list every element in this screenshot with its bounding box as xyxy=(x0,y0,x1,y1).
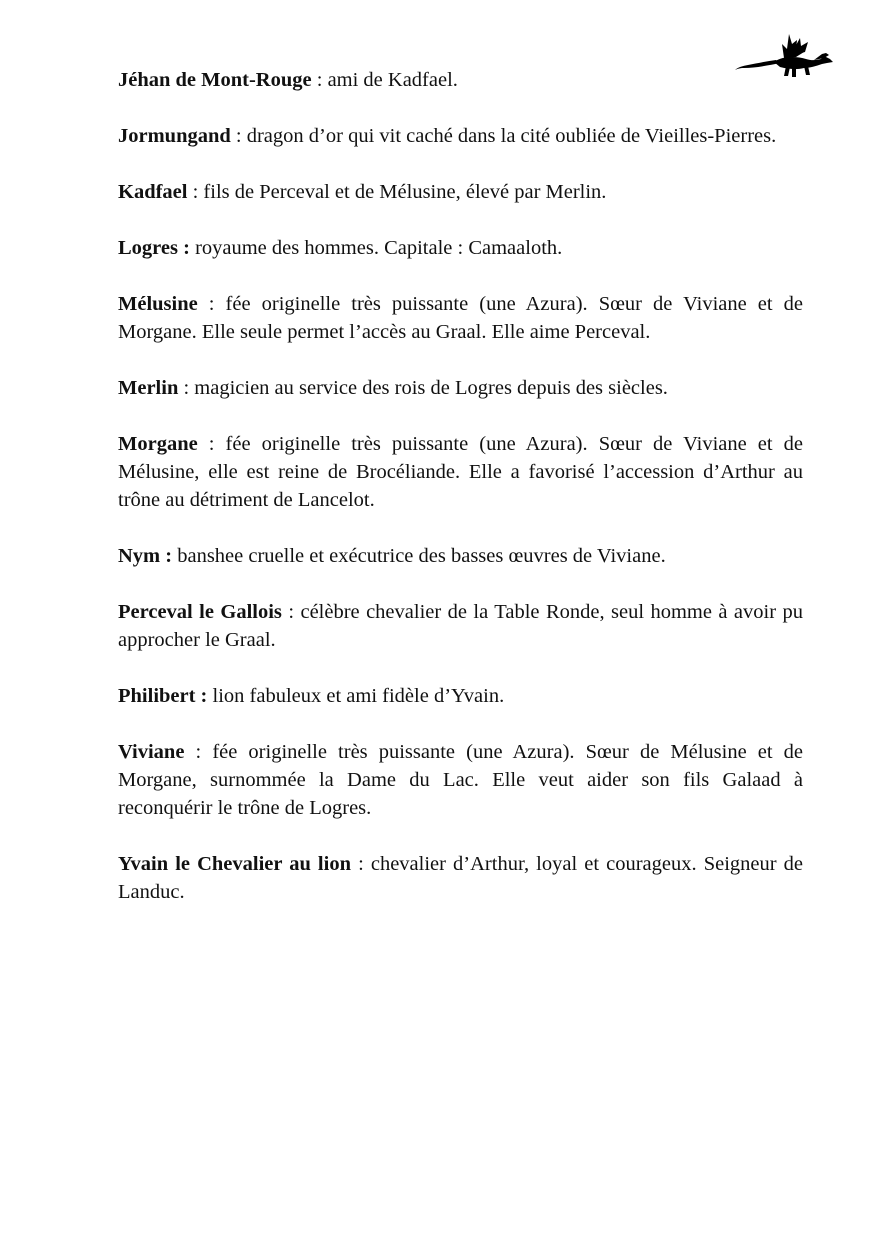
entry-definition: royaume des hommes. Capitale : Camaaloth. xyxy=(195,237,563,259)
glossary-entry-jehan xyxy=(118,66,803,94)
glossary-entry-philibert xyxy=(118,682,803,710)
entry-separator: : xyxy=(197,433,226,455)
glossary-entry-melusine xyxy=(118,290,803,346)
entry-term: Mélusine xyxy=(118,293,198,315)
entry-separator: : xyxy=(187,181,204,203)
entry-term: Philibert : xyxy=(118,685,208,707)
entry-term: Jéhan de Mont-Rouge xyxy=(118,69,312,91)
entry-term: Nym : xyxy=(118,545,173,567)
entry-definition: fée originelle très puissante (une Azura). Sœur de Mélusine et de Morgane, surnommée la Dame du Lac. Elle veut aider son fils Galaad à reconquérir le trône de Logres. xyxy=(118,741,804,819)
entry-term: Viviane xyxy=(118,741,185,763)
entry-definition: fils de Perceval et de Mélusine, élevé par Merlin. xyxy=(203,181,607,203)
entry-definition: célèbre chevalier de la Table Ronde, seul homme à avoir pu approcher le Graal. xyxy=(118,601,803,651)
glossary-entry-kadfael xyxy=(118,178,803,206)
entry-separator: : xyxy=(281,601,301,623)
entry-definition: chevalier d’Arthur, loyal et courageux. Seigneur de Landuc. xyxy=(118,853,804,903)
entry-definition: fée originelle très puissante (une Azura). Sœur de Viviane et de Morgane. Elle seule permet l’accès au Graal. Elle aime Perceval. xyxy=(118,293,803,343)
entry-separator: : xyxy=(350,853,371,875)
entry-term: Yvain le Chevalier au lion xyxy=(118,853,351,875)
entry-separator: : xyxy=(184,741,213,763)
entry-definition: ami de Kadfael. xyxy=(327,69,458,91)
glossary-entry-jormungand xyxy=(118,122,803,150)
entry-definition: banshee cruelle et exécutrice des basses œuvres de Viviane. xyxy=(177,545,666,567)
entry-separator: : xyxy=(178,377,195,399)
entry-term: Morgane xyxy=(118,433,198,455)
glossary-entry-nym xyxy=(118,542,803,570)
entry-definition: dragon d’or qui vit caché dans la cité oubliée de Vieilles-Pierres. xyxy=(246,125,777,147)
glossary-entry-logres xyxy=(118,234,803,262)
glossary-entry-merlin xyxy=(118,374,803,402)
entry-separator: : xyxy=(230,125,247,147)
entry-definition: magicien au service des rois de Logres depuis des siècles. xyxy=(194,377,668,399)
entry-term: Jormungand xyxy=(118,125,231,147)
entry-term: Logres : xyxy=(118,237,190,259)
entry-definition: lion fabuleux et ami fidèle d’Yvain. xyxy=(212,685,505,707)
entry-term: Perceval le Gallois xyxy=(118,601,282,623)
entry-definition: fée originelle très puissante (une Azura). Sœur de Viviane et de Mélusine, elle est reine de Brocéliande. Elle a favorisé l’accession d’Arthur au trône au détriment de Lancelot. xyxy=(118,433,803,511)
glossary-entry-perceval xyxy=(118,598,803,654)
entry-separator: : xyxy=(311,69,328,91)
glossary-entry-morgane xyxy=(118,430,803,514)
entry-term: Merlin xyxy=(118,377,179,399)
glossary-entry-viviane xyxy=(118,738,803,822)
entry-term: Kadfael xyxy=(118,181,188,203)
glossary-list xyxy=(118,66,803,934)
entry-separator: : xyxy=(197,293,226,315)
glossary-entry-yvain xyxy=(118,850,803,906)
